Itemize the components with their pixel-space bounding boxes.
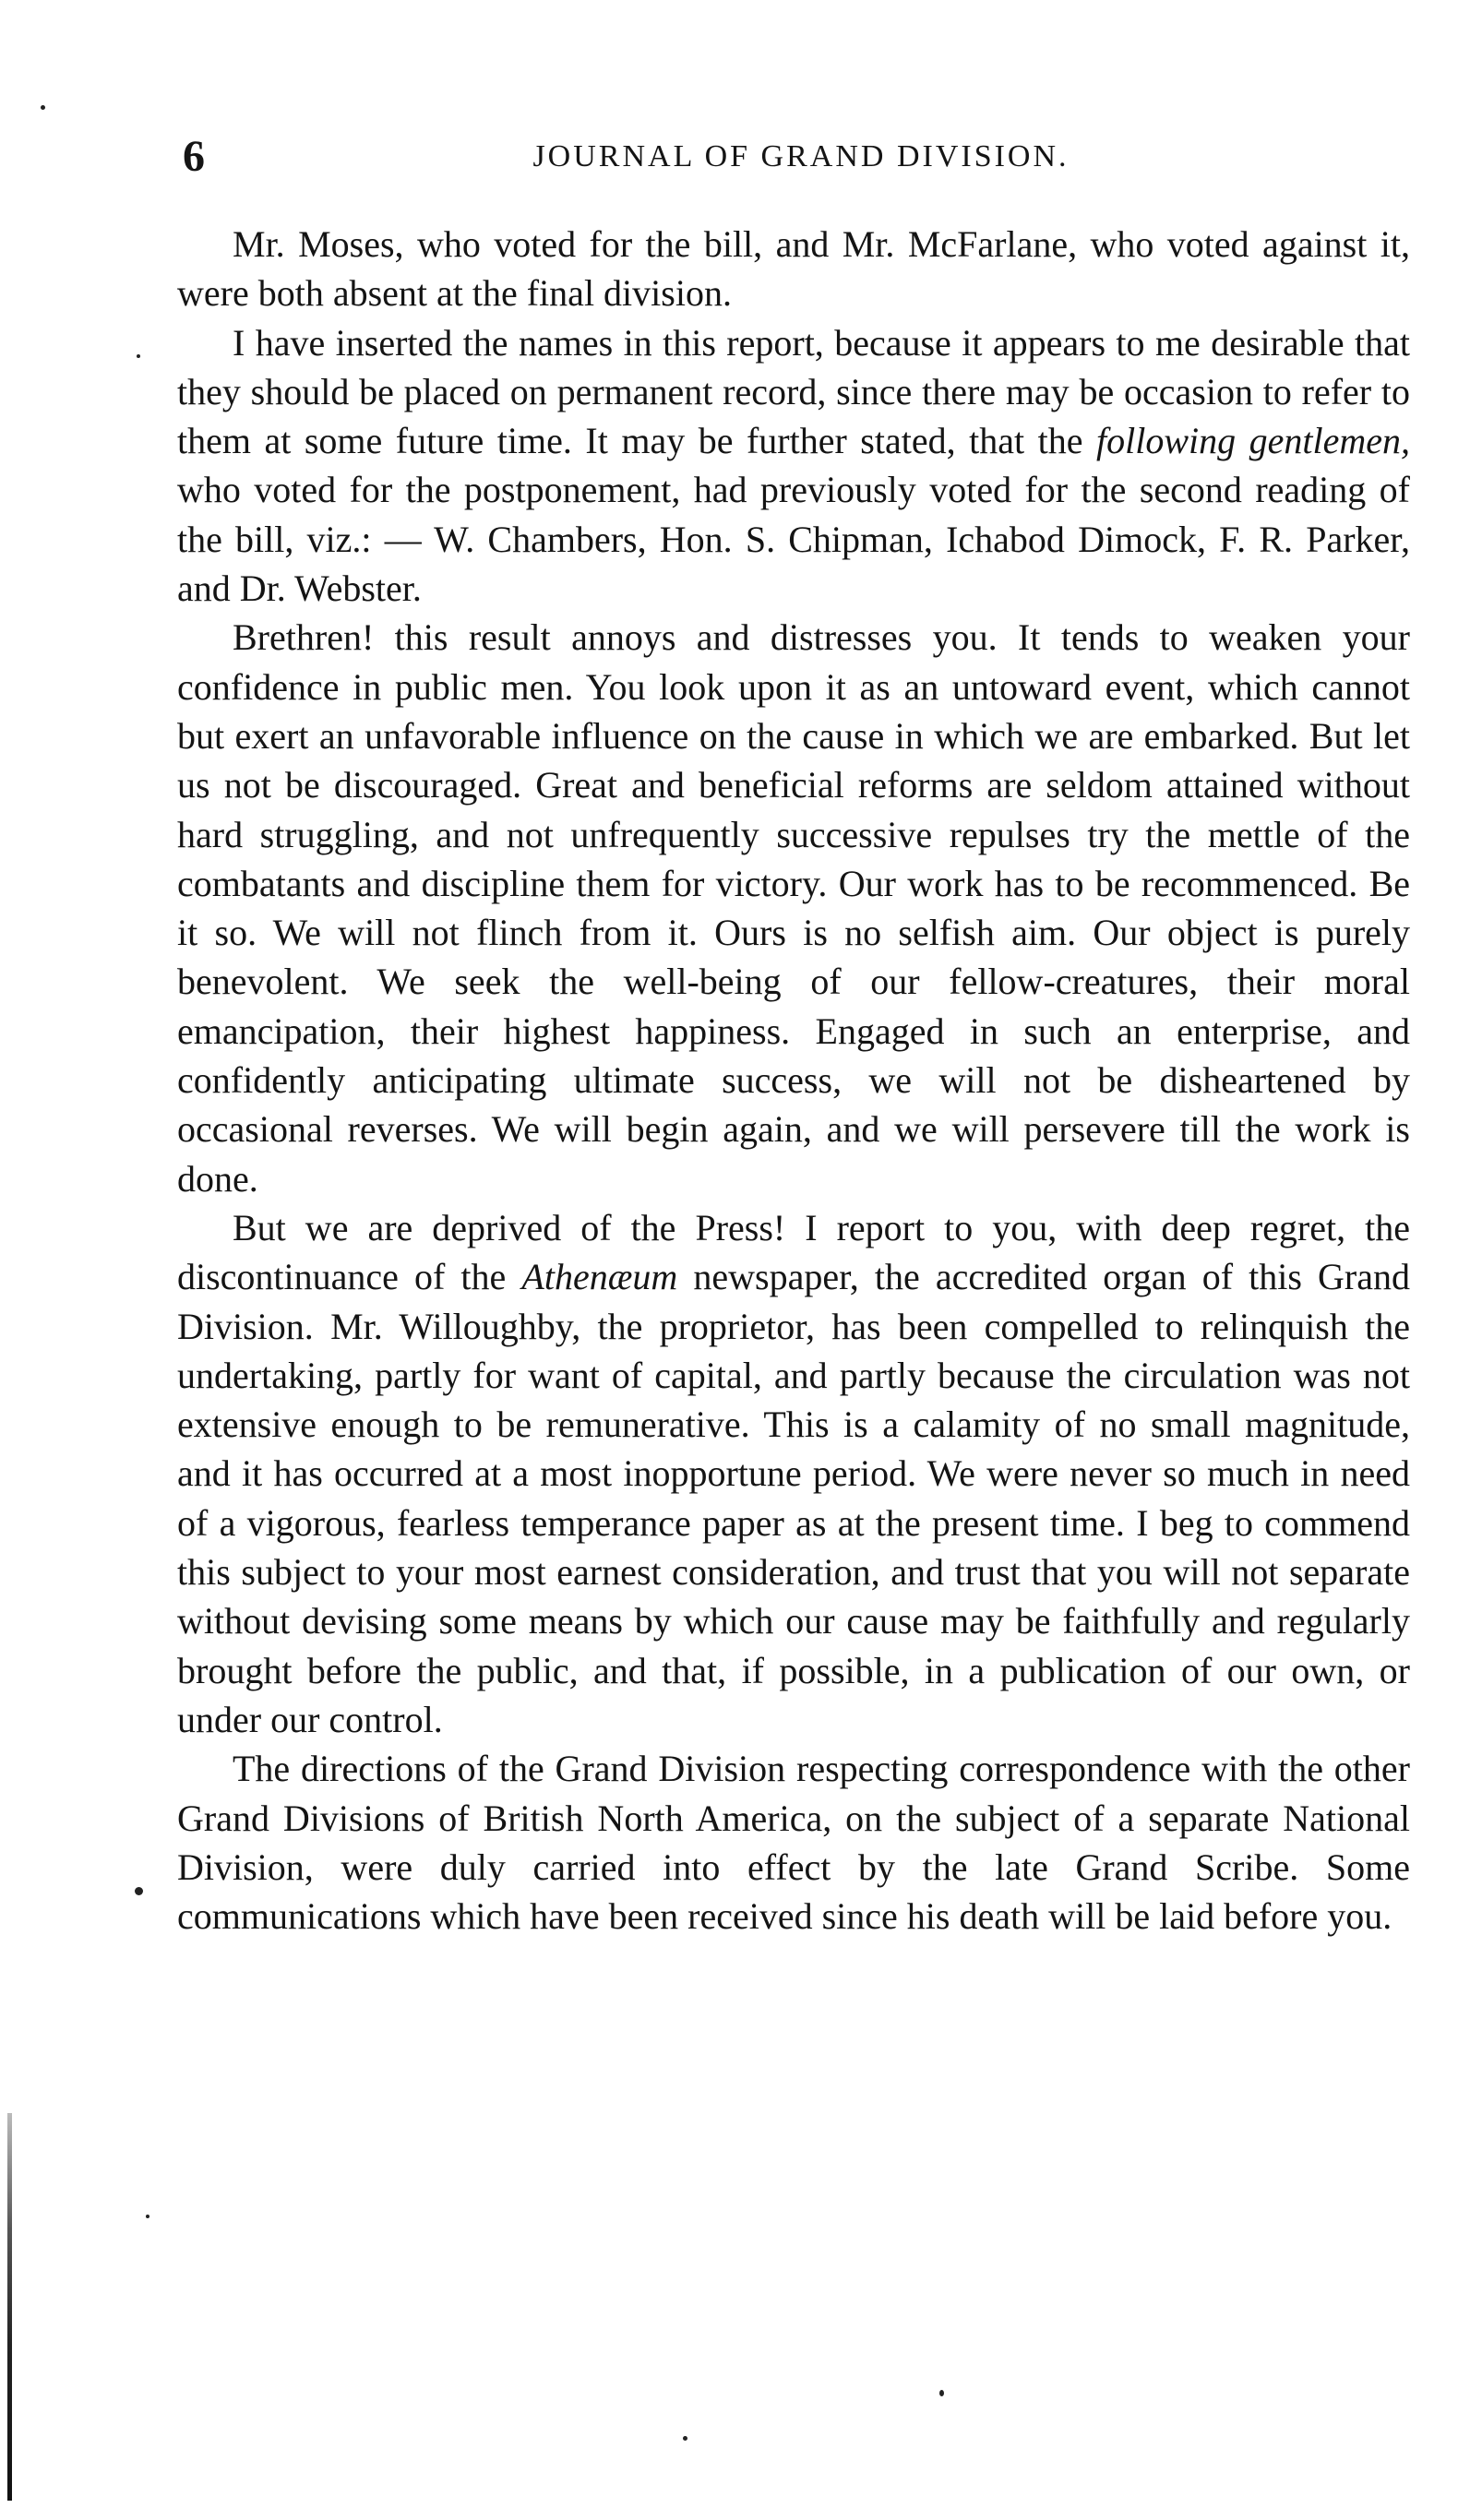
paragraph-text: Brethren! this result annoys and distresses you. It tends to weaken your confidence in public men. You look upon it as an untoward event, which cannot but exert an unfavorable influence on the cause in which we are embarked. But let us not be discouraged. Great and beneficial reforms are seldom attained without hard struggling, and not unfrequently successive repulses try the mettle of the combatants and discipline them for victory. Our work has to be recommenced. Be it so. We will not flinch from it. Ours is no selfish aim. Our object is purely benevolent. We seek the well-being of our fellow-creatures, their moral emancipation, their highest happiness. Engaged in such an enterprise, and confidently anticipating ultimate success, we will not be disheartened by occasional reverses. We will begin again, and we will persevere till the work is done. bbox=[177, 616, 1410, 1200]
paragraph-text: I have inserted the names in this report, because it appears to me desirable that they should be placed on permanent record, since there may be occasion to refer to them at some future time. It may be further stated, that the bbox=[177, 321, 1410, 462]
paragraph-press bbox=[177, 1203, 1410, 1744]
paragraph-text: The directions of the Grand Division respecting correspondence with the other Grand Divisions of British North America, on the subject of a separate National Division, were duly carried into effect by the late Grand Scribe. Some communications which have been received since his death will be laid before you. bbox=[177, 1748, 1410, 1938]
paragraph-absent-members bbox=[177, 220, 1410, 318]
paragraph-text: who voted for the postponement, had previously voted for the second reading of the bill, viz.: — W. Chambers, Hon. S. Chipman, Ichabod Dimock, F. R. Parker, and Dr. Webster. bbox=[177, 469, 1410, 610]
paragraph-text: newspaper, the accredited organ of this Grand Division. Mr. Willoughby, the proprietor, has been compelled to relinquish the undertaking, partly for want of capital, and partly because the circulation was not extensive enough to be remunerative. This is a calamity of no small magnitude, and it has occurred at a most inopportune period. We were never so much in need of a vigorous, fearless temperance paper as at the present time. I beg to commend this subject to your most earnest consideration, and trust that you will not separate without devising some means by which our cause may be faithfully and regularly brought before the public, and that, if possible, in a publication of our own, or under our control. bbox=[177, 1256, 1411, 1740]
paragraph-brethren bbox=[177, 613, 1410, 1203]
ink-speck bbox=[146, 2215, 149, 2218]
ink-speck bbox=[135, 1887, 143, 1895]
italic-phrase: following gentlemen, bbox=[1095, 420, 1410, 462]
body-text bbox=[177, 220, 1410, 1941]
paragraph-names-inserted bbox=[177, 318, 1410, 614]
page-number: 6 bbox=[183, 132, 205, 181]
ink-speck bbox=[41, 105, 45, 110]
paragraph-text: But we are deprived of the Press! I report to you, with deep regret, the discontinuance of the bbox=[177, 1206, 1410, 1298]
ink-speck bbox=[683, 2436, 687, 2441]
italic-phrase: Athenæum bbox=[521, 1256, 678, 1298]
paragraph-correspondence bbox=[177, 1744, 1410, 1941]
binding-edge-shadow bbox=[7, 2113, 12, 2501]
running-head: JOURNAL OF GRAND DIVISION. bbox=[532, 139, 1070, 173]
ink-speck bbox=[137, 354, 140, 358]
paragraph-text: Mr. Moses, who voted for the bill, and Mr. McFarlane, who voted against it, were both absent at the final division. bbox=[177, 223, 1410, 315]
page-header bbox=[183, 129, 1419, 185]
ink-speck bbox=[939, 2390, 944, 2396]
